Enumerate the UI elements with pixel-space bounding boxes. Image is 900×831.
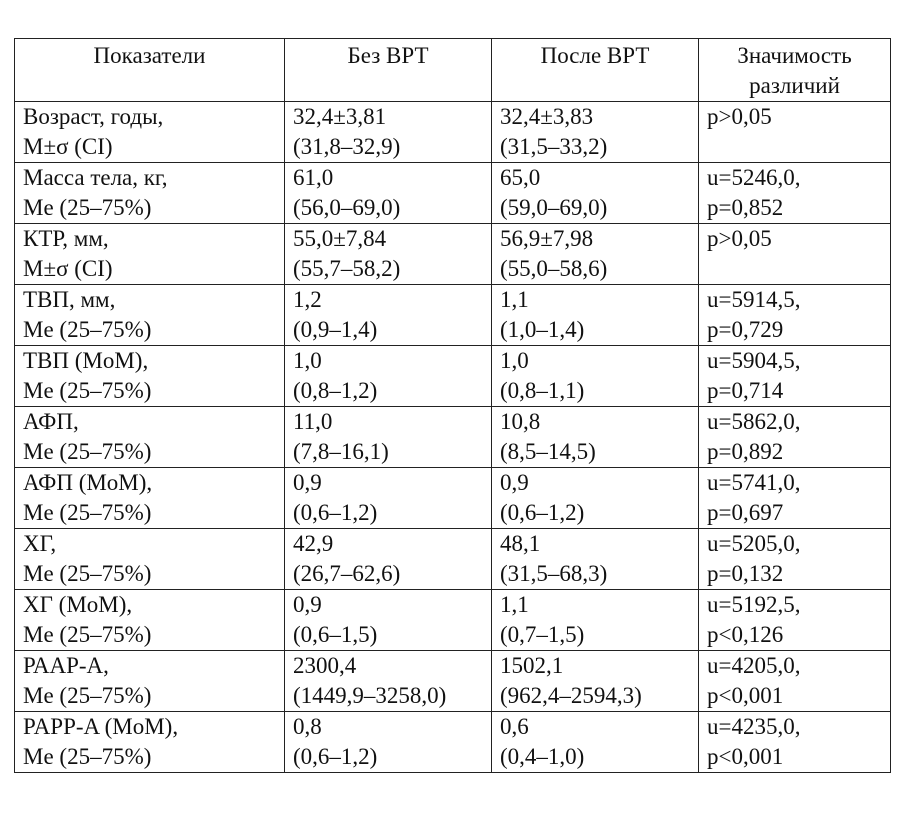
without-art-cell — [285, 285, 492, 346]
indicator-cell — [15, 163, 285, 224]
without-art-cell-line: 32,4±3,81 — [293, 104, 387, 129]
significance-cell-line: p<0,001 — [707, 683, 784, 708]
after-art-cell — [492, 651, 699, 712]
without-art-cell-line: (0,8–1,2) — [293, 378, 378, 403]
indicator-cell — [15, 285, 285, 346]
after-art-cell-line: 65,0 — [500, 165, 541, 190]
after-art-cell-line: 48,1 — [500, 531, 541, 556]
after-art-cell-line: 1,0 — [500, 348, 529, 373]
after-art-cell — [492, 102, 699, 163]
without-art-cell-line: 11,0 — [293, 409, 333, 434]
after-art-cell-line: (31,5–33,2) — [500, 134, 608, 159]
indicator-cell — [15, 712, 285, 773]
header-significance: Значимость различий — [699, 39, 891, 102]
significance-cell — [699, 651, 891, 712]
after-art-cell-line: (962,4–2594,3) — [500, 683, 642, 708]
without-art-cell — [285, 224, 492, 285]
significance-cell-line: u=5246,0, — [707, 165, 801, 190]
without-art-cell-line: (0,9–1,4) — [293, 317, 378, 342]
indicator-cell — [15, 590, 285, 651]
without-art-cell — [285, 651, 492, 712]
table-row — [15, 163, 891, 224]
significance-cell-line: u=4205,0, — [707, 653, 801, 678]
without-art-cell-line: 0,8 — [293, 714, 322, 739]
indicator-cell-line: ХГ, — [23, 531, 57, 556]
after-art-cell-line: 1,1 — [500, 592, 529, 617]
without-art-cell-line: (31,8–32,9) — [293, 134, 401, 159]
significance-cell — [699, 590, 891, 651]
indicator-cell — [15, 529, 285, 590]
significance-cell-line: p=0,714 — [707, 378, 784, 403]
significance-cell-line: p=0,852 — [707, 195, 784, 220]
after-art-cell-line: (1,0–1,4) — [500, 317, 585, 342]
after-art-cell-line: 56,9±7,98 — [500, 226, 594, 251]
significance-cell-line: u=5205,0, — [707, 531, 801, 556]
indicator-cell-line: АФП, — [23, 409, 79, 434]
after-art-cell-line: 0,6 — [500, 714, 529, 739]
significance-cell — [699, 163, 891, 224]
indicator-cell-line: Me (25–75%) — [23, 439, 152, 464]
after-art-cell — [492, 163, 699, 224]
table-row — [15, 102, 891, 163]
indicator-cell — [15, 346, 285, 407]
after-art-cell-line: 32,4±3,83 — [500, 104, 594, 129]
significance-cell-line: u=5914,5, — [707, 287, 801, 312]
indicator-cell-line: Me (25–75%) — [23, 195, 152, 220]
table-row — [15, 712, 891, 773]
indicator-cell-line: Me (25–75%) — [23, 622, 152, 647]
significance-cell-line: u=5904,5, — [707, 348, 801, 373]
significance-cell-line: p=0,132 — [707, 561, 784, 586]
without-art-cell-line: (56,0–69,0) — [293, 195, 401, 220]
significance-cell — [699, 407, 891, 468]
significance-cell — [699, 529, 891, 590]
indicator-cell-line: Me (25–75%) — [23, 744, 152, 769]
comparison-table — [14, 38, 891, 773]
after-art-cell — [492, 468, 699, 529]
indicator-cell-line: ТВП (MoM), — [23, 348, 149, 373]
table-row — [15, 529, 891, 590]
header-indicator: Показатели — [15, 39, 285, 102]
significance-cell — [699, 102, 891, 163]
indicator-cell-line: РААР-А, — [23, 653, 109, 678]
after-art-cell-line: (8,5–14,5) — [500, 439, 596, 464]
without-art-cell-line: (55,7–58,2) — [293, 256, 401, 281]
indicator-cell-line: Me (25–75%) — [23, 561, 152, 586]
indicator-cell — [15, 468, 285, 529]
after-art-cell — [492, 712, 699, 773]
significance-cell-line: p=0,729 — [707, 317, 784, 342]
indicator-cell — [15, 407, 285, 468]
after-art-cell-line: (0,8–1,1) — [500, 378, 585, 403]
after-art-cell-line: (55,0–58,6) — [500, 256, 608, 281]
significance-cell-line: p>0,05 — [707, 226, 772, 251]
significance-cell — [699, 224, 891, 285]
header-after-art: После ВРТ — [492, 39, 699, 102]
after-art-cell-line: 1502,1 — [500, 653, 564, 678]
indicator-cell-line: Me (25–75%) — [23, 378, 152, 403]
significance-cell-line: u=5192,5, — [707, 592, 801, 617]
after-art-cell — [492, 346, 699, 407]
without-art-cell-line: 2300,4 — [293, 653, 357, 678]
significance-cell — [699, 346, 891, 407]
significance-cell — [699, 712, 891, 773]
significance-cell-line: p>0,05 — [707, 104, 772, 129]
without-art-cell-line: 42,9 — [293, 531, 334, 556]
after-art-cell-line: (31,5–68,3) — [500, 561, 608, 586]
indicator-cell-line: Me (25–75%) — [23, 317, 152, 342]
significance-cell-line: u=4235,0, — [707, 714, 801, 739]
significance-cell-line: p<0,001 — [707, 744, 784, 769]
indicator-cell — [15, 224, 285, 285]
significance-cell-line: p=0,892 — [707, 439, 784, 464]
after-art-cell — [492, 590, 699, 651]
without-art-cell — [285, 529, 492, 590]
table-row — [15, 468, 891, 529]
after-art-cell-line: (0,4–1,0) — [500, 744, 585, 769]
after-art-cell — [492, 285, 699, 346]
after-art-cell-line: 0,9 — [500, 470, 529, 495]
table-row — [15, 285, 891, 346]
indicator-cell-line: Me (25–75%) — [23, 500, 152, 525]
indicator-cell — [15, 651, 285, 712]
without-art-cell-line: 0,9 — [293, 470, 322, 495]
after-art-cell — [492, 407, 699, 468]
without-art-cell — [285, 102, 492, 163]
after-art-cell — [492, 529, 699, 590]
indicator-cell-line: Возраст, годы, — [23, 104, 164, 129]
indicator-cell-line: PAPP-A (MoM), — [23, 714, 179, 739]
table-row — [15, 590, 891, 651]
indicator-cell-line: Me (25–75%) — [23, 683, 152, 708]
indicator-cell-line: ТВП, мм, — [23, 287, 116, 312]
without-art-cell-line: (1449,9–3258,0) — [293, 683, 447, 708]
table-body — [15, 102, 891, 773]
after-art-cell-line: (0,6–1,2) — [500, 500, 585, 525]
table-row — [15, 651, 891, 712]
without-art-cell-line: 55,0±7,84 — [293, 226, 387, 251]
after-art-cell-line: 1,1 — [500, 287, 529, 312]
without-art-cell-line: (7,8–16,1) — [293, 439, 389, 464]
significance-cell — [699, 285, 891, 346]
indicator-cell-line: Масса тела, кг, — [23, 165, 168, 190]
header-without-art: Без ВРТ — [285, 39, 492, 102]
without-art-cell-line: (0,6–1,2) — [293, 500, 378, 525]
without-art-cell-line: (26,7–62,6) — [293, 561, 401, 586]
significance-cell-line: p<0,126 — [707, 622, 784, 647]
without-art-cell-line: 0,9 — [293, 592, 322, 617]
indicator-cell-line: M±σ (CI) — [23, 134, 113, 159]
header-row — [15, 39, 891, 102]
significance-cell-line: u=5741,0, — [707, 470, 801, 495]
indicator-cell-line: M±σ (CI) — [23, 256, 113, 281]
without-art-cell — [285, 407, 492, 468]
without-art-cell — [285, 346, 492, 407]
after-art-cell-line: (59,0–69,0) — [500, 195, 608, 220]
without-art-cell-line: 1,2 — [293, 287, 322, 312]
indicator-cell-line: АФП (MoM), — [23, 470, 153, 495]
significance-cell-line: p=0,697 — [707, 500, 784, 525]
significance-cell — [699, 468, 891, 529]
after-art-cell — [492, 224, 699, 285]
without-art-cell — [285, 590, 492, 651]
significance-cell-line: u=5862,0, — [707, 409, 801, 434]
without-art-cell — [285, 468, 492, 529]
indicator-cell — [15, 102, 285, 163]
without-art-cell-line: 1,0 — [293, 348, 322, 373]
without-art-cell-line: (0,6–1,2) — [293, 744, 378, 769]
without-art-cell-line: 61,0 — [293, 165, 334, 190]
indicator-cell-line: ХГ (MoM), — [23, 592, 133, 617]
after-art-cell-line: 10,8 — [500, 409, 541, 434]
table-row — [15, 346, 891, 407]
table-row — [15, 224, 891, 285]
indicator-cell-line: КТР, мм, — [23, 226, 109, 251]
without-art-cell — [285, 163, 492, 224]
table-header — [15, 39, 891, 102]
without-art-cell — [285, 712, 492, 773]
without-art-cell-line: (0,6–1,5) — [293, 622, 378, 647]
after-art-cell-line: (0,7–1,5) — [500, 622, 585, 647]
table-row — [15, 407, 891, 468]
